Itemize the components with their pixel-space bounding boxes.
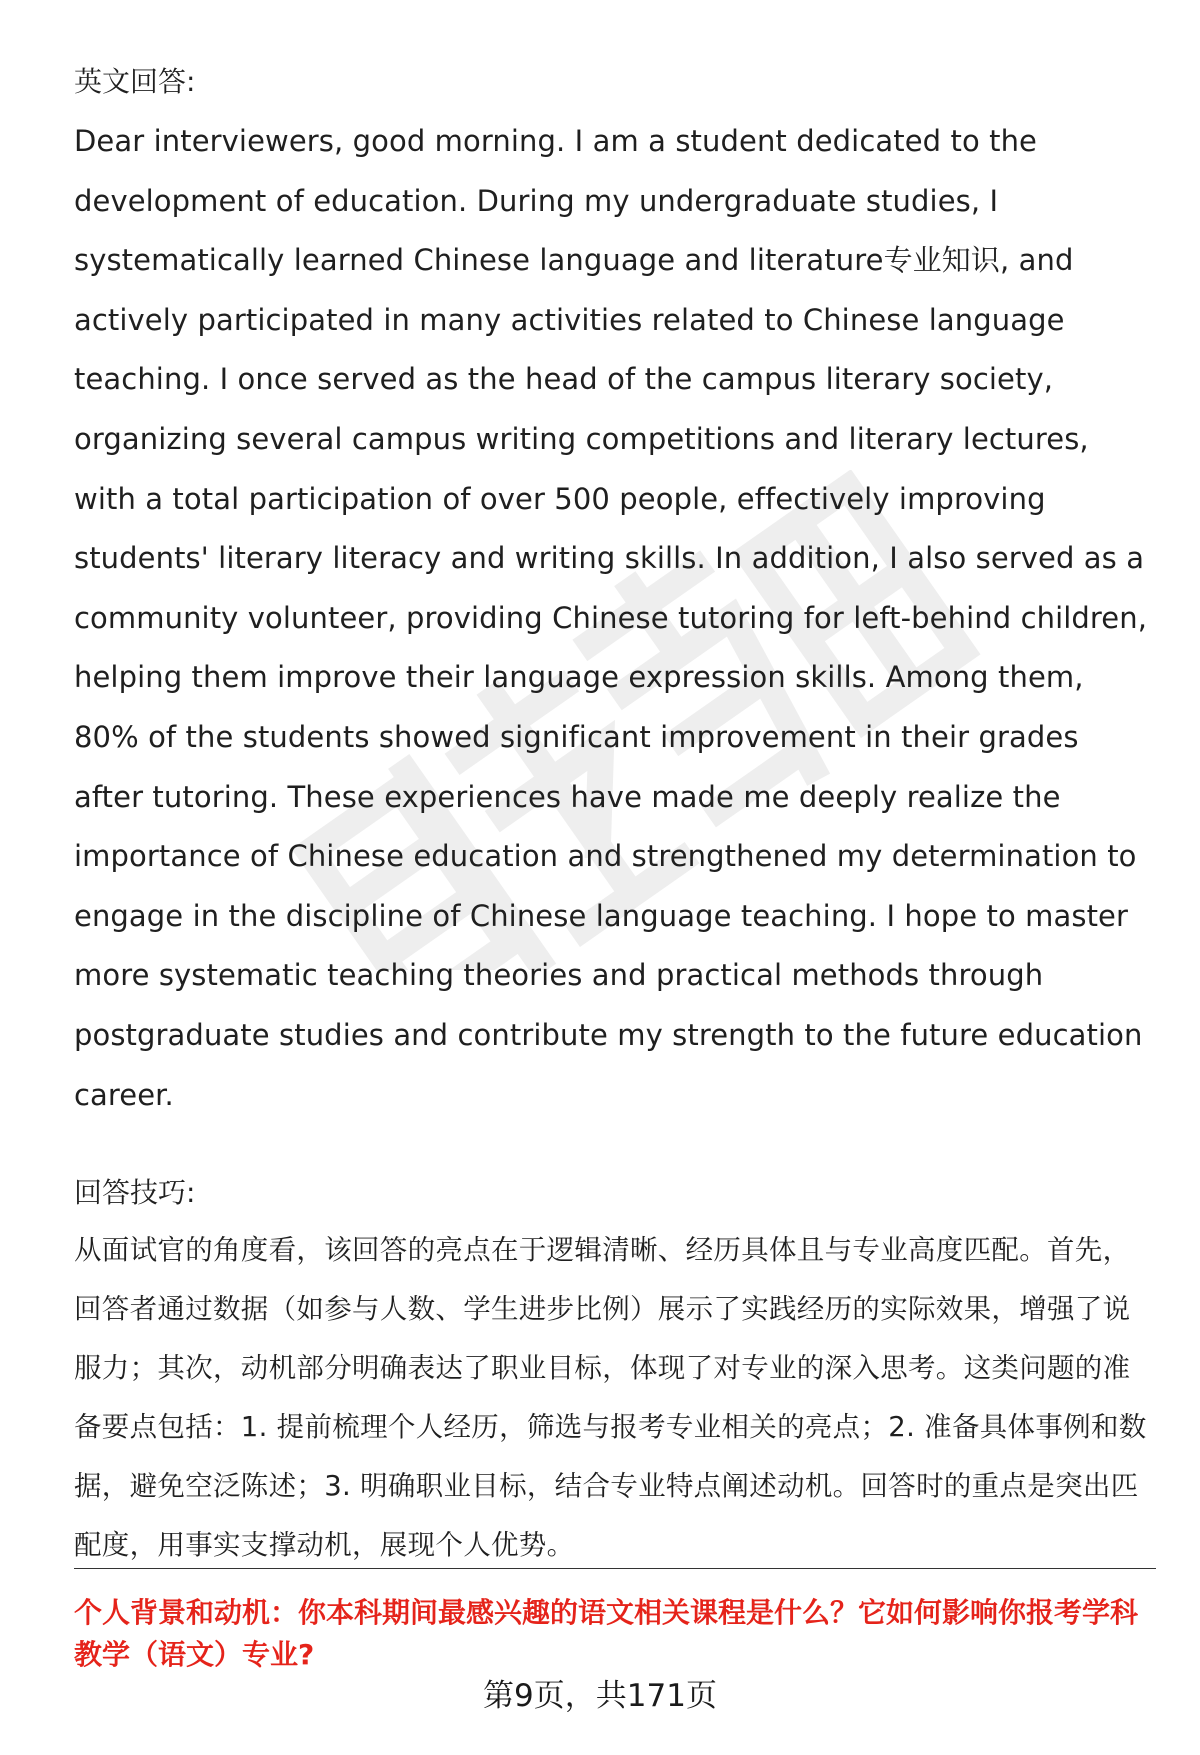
next-question-heading: 个人背景和动机：你本科期间最感兴趣的语文相关课程是什么？它如何影响你报考学科教学（语文）专业?	[74, 1596, 1139, 1671]
page-number-footer: 第9页，共171页	[483, 1678, 717, 1714]
answer-label: 英文回答:	[74, 65, 196, 98]
page-content	[74, 62, 1154, 1575]
tips-label: 回答技巧:	[74, 1176, 196, 1210]
tips-text: 从面试官的角度看，该回答的亮点在于逻辑清晰、经历具体且与专业高度匹配。首先，回答者通过数据（如参与人数、学生进步比例）展示了实践经历的实际效果，增强了说服力；其次，动机部分明确表达了职业目标，体现了对专业的深入思考。这类问题的准备要点包括：1. 提前梳理个人经历，筛选与报考专业相关的亮点；2. 准备具体事例和数据，避免空泛陈述；3. 明确职业目标，结合专业特点阐述动机。回答时的重点是突出匹配度，用事实支撑动机，展现个人优势。	[74, 1234, 1147, 1562]
answer-text: Dear interviewers, good morning. I am a student dedicated to the development of education. During my undergraduate studies, I systematically learned Chinese language and literature专业知识, and actively participated in many activities related to Chinese language teaching. I once served as the head of the campus literary society, organizing several campus writing competitions and literary lectures, with a total participation of over 500 people, effectively improving students' literary literacy and writing skills. In addition, I also served as a community volunteer, providing Chinese tutoring for left-behind children, helping them improve their language expression skills. Among them, 80% of the students showed significant improvement in their grades after tutoring. These experiences have made me deeply realize the importance of Chinese education and strengthened my determination to engage in the discipline of Chinese language teaching. I hope to master more systematic teaching theories and practical methods through postgraduate studies and contribute my strength to the future education career.	[74, 124, 1148, 1112]
